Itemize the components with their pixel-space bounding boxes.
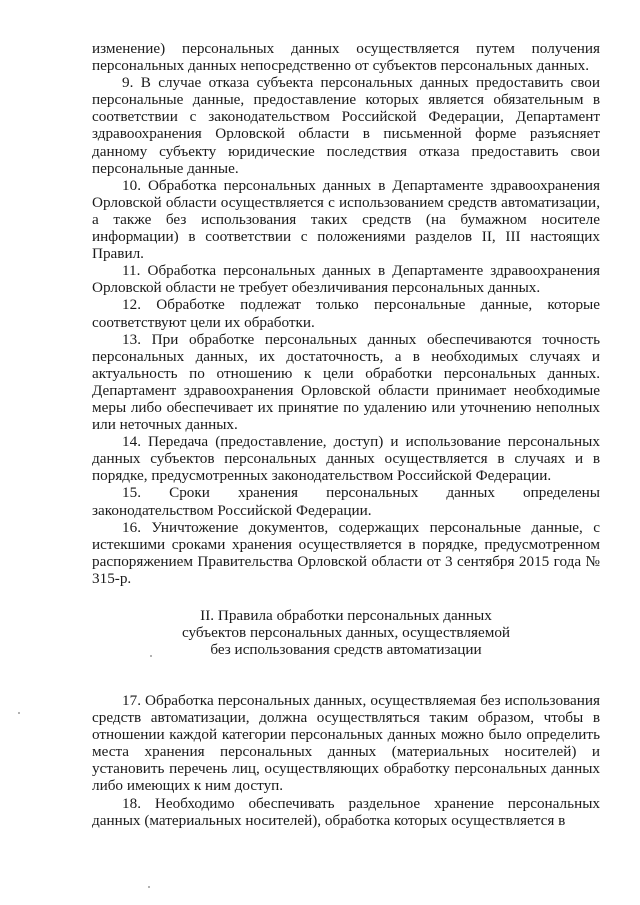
paragraph-11: 11. Обработка персональных данных в Департаменте здравоохранения Орловской области не требует обезличивания персональных данных. [92, 262, 600, 297]
paragraph-8-continuation: изменение) персональных данных осуществляется путем получения персональных данных непосредственно от субъектов персональных данных. [92, 40, 600, 75]
paragraph-15: 15. Сроки хранения персональных данных определены законодательством Российской Федерации. [92, 484, 600, 519]
paragraph-13: 13. При обработке персональных данных обеспечиваются точность персональных данных, их достаточность, а в необходимых случаях и актуальность по отношению к цели обработки персональных данных. Департамент здравоохранения Орловской области принимает необходимые меры либо обеспечивает их принятие по удалению или уточнению неполных или неточных данных. [92, 330, 600, 434]
paragraph-17: 17. Обработка персональных данных, осуществляемая без использования средств автоматизации, должна осуществляться таким образом, чтобы в отношении каждой категории персональных данных можно было определить места хранения персональных данных (материальных носителей) и установить перечень лиц, осуществляющих обработку персональных данных либо имеющих к ним доступ. [92, 692, 600, 795]
paragraph-14: 14. Передача (предоставление, доступ) и использование персональных данных субъектов персональных данных осуществляется в случаях и в порядке, предусмотренных законодательством Российской Федерации. [92, 433, 600, 485]
paragraph-12: 12. Обработке подлежат только персональные данные, которые соответствуют цели их обработки. [92, 296, 600, 331]
scan-speck [150, 655, 152, 657]
scan-speck [148, 886, 150, 888]
paragraph-10: 10. Обработка персональных данных в Департаменте здравоохранения Орловской области осуществляется с использованием средств автоматизации, а также без использования таких средств (на бумажном носителе информации) в соответствии с положениями разделов II, III настоящих Правил. [92, 176, 600, 263]
section-title-line-1: II. Правила обработки персональных данных [200, 607, 492, 624]
paragraph-16: 16. Уничтожение документов, содержащих персональные данные, с истекшими сроками хранения осуществляется в порядке, предусмотренном распоряжением Правительства Орловской области от 3 сентября 2015 года № 315-р. [92, 518, 600, 587]
scan-speck [18, 712, 20, 714]
section-title [92, 607, 600, 658]
section-title-line-3: без использования средств автоматизации [210, 641, 482, 658]
paragraph-9: 9. В случае отказа субъекта персональных данных предоставить свои персональные данные, предоставление которых является обязательным в соответствии с законодательством Российской Федерации, Департамент здравоохранения Орловской области в письменной форме разъясняет данному субъекту юридические последствия отказа предоставить свои персональные данные. [92, 74, 600, 177]
paragraph-18: 18. Необходимо обеспечивать раздельное хранение персональных данных (материальных носителей), обработка которых осуществляется в [92, 794, 600, 829]
section-title-line-2: субъектов персональных данных, осуществляемой [181, 624, 511, 641]
